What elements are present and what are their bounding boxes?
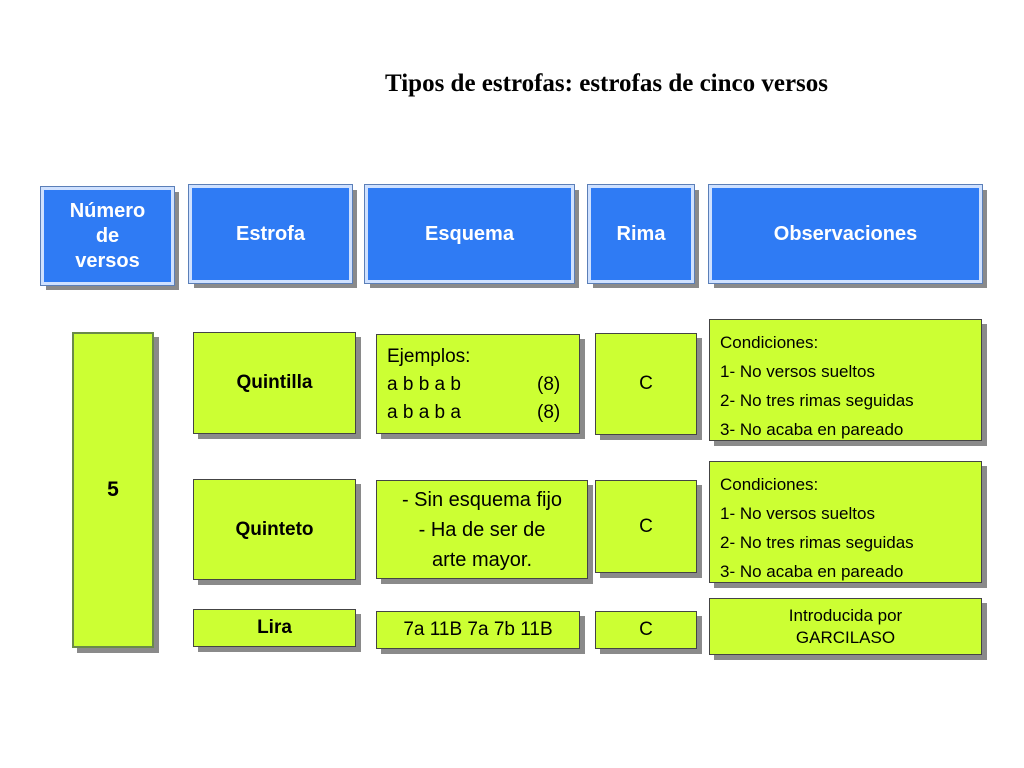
header-observaciones: Observaciones xyxy=(709,185,982,283)
esquema-cell-quintilla xyxy=(376,334,580,434)
observaciones-line: 1- No versos sueltos xyxy=(720,504,875,523)
estrofa-cell-quintilla: Quintilla xyxy=(193,332,356,434)
numero-versos-value: 5 xyxy=(107,478,119,501)
esquema-line: - Sin esquema fijo xyxy=(401,488,563,511)
observaciones-line: Condiciones: xyxy=(720,475,819,494)
esquema-cell-lira xyxy=(376,611,580,649)
esquema-line: - Ha de ser de xyxy=(418,518,546,541)
header-numero-versos xyxy=(41,187,174,285)
esquema-line: 7a 11B 7a 7b 11B xyxy=(403,619,553,640)
header-numero-line-1: Número xyxy=(69,199,146,222)
rima-cell-quintilla: C xyxy=(595,333,697,435)
esquema-meter: (8) xyxy=(537,374,561,395)
observaciones-line: 3- No acaba en pareado xyxy=(720,420,904,439)
esquema-line xyxy=(387,371,579,399)
estrofa-cell-lira: Lira xyxy=(193,609,356,647)
observaciones-cell-quinteto xyxy=(709,461,982,583)
observaciones-line: GARCILASO xyxy=(795,627,896,647)
numero-versos-cell xyxy=(72,332,154,648)
observaciones-line: 2- No tres rimas seguidas xyxy=(720,391,914,410)
esquema-cell-quinteto xyxy=(376,480,588,579)
header-numero-line-2: de xyxy=(95,224,120,247)
esquema-line: arte mayor. xyxy=(431,548,533,571)
rima-cell-lira: C xyxy=(595,611,697,649)
esquema-heading: Ejemplos: xyxy=(387,346,471,367)
observaciones-line: 3- No acaba en pareado xyxy=(720,562,904,581)
header-estrofa: Estrofa xyxy=(189,185,352,283)
observaciones-line: 1- No versos sueltos xyxy=(720,362,875,381)
estrofa-cell-quinteto: Quinteto xyxy=(193,479,356,580)
observaciones-line: 2- No tres rimas seguidas xyxy=(720,533,914,552)
observaciones-line: Condiciones: xyxy=(720,333,819,352)
header-esquema: Esquema xyxy=(365,185,574,283)
rima-cell-quinteto: C xyxy=(595,480,697,573)
page-title: Tipos de estrofas: estrofas de cinco versos xyxy=(385,70,829,97)
esquema-line xyxy=(387,399,579,427)
esquema-meter: (8) xyxy=(537,402,561,423)
observaciones-cell-quintilla xyxy=(709,319,982,441)
esquema-pattern: a b a b a xyxy=(387,402,461,423)
esquema-pattern: a b b a b xyxy=(387,374,461,395)
observaciones-cell-lira xyxy=(709,598,982,655)
header-rima: Rima xyxy=(588,185,694,283)
observaciones-line: Introducida por xyxy=(788,605,903,625)
header-numero-line-3: versos xyxy=(75,249,140,272)
